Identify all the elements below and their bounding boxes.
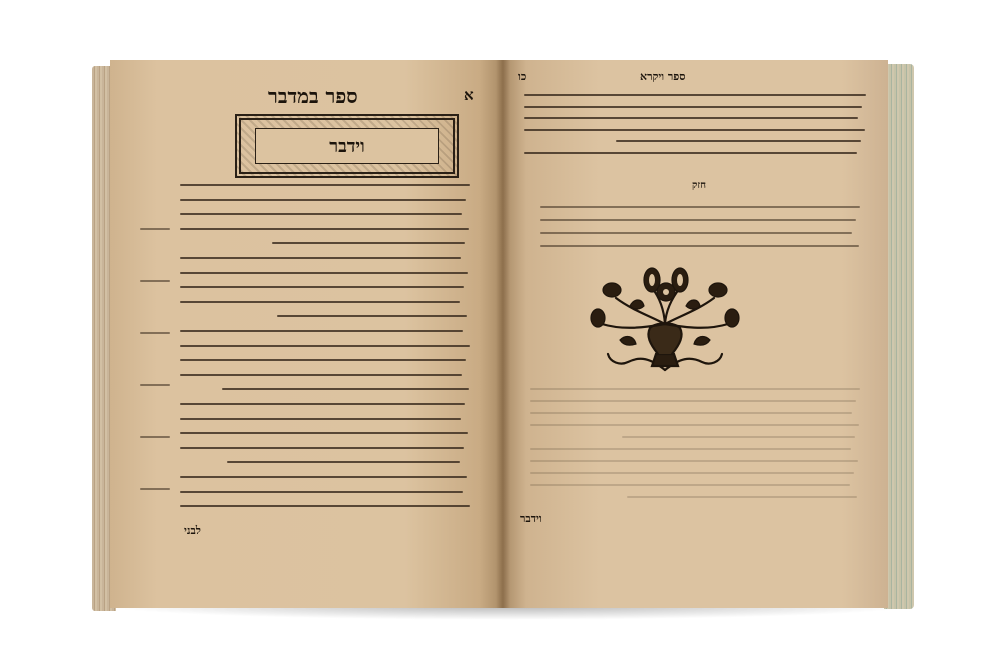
text-line <box>180 345 470 347</box>
book-gutter <box>496 60 510 608</box>
text-line <box>180 476 467 478</box>
text-line <box>540 245 859 247</box>
text-line <box>180 272 468 274</box>
margin-note-line <box>140 228 170 230</box>
text-line <box>524 117 858 119</box>
text-line <box>540 206 860 208</box>
right-page-number: כו <box>518 70 527 83</box>
text-line <box>180 330 463 332</box>
ornamental-frame <box>235 114 459 178</box>
text-line <box>180 184 470 186</box>
text-line <box>180 359 466 361</box>
text-line <box>180 286 464 288</box>
text-line <box>530 460 858 462</box>
right-colophon-label: חזק <box>692 180 707 191</box>
text-line <box>180 505 470 507</box>
text-line <box>530 388 860 390</box>
text-line <box>530 484 850 486</box>
left-footer-catchword: לבני <box>184 524 201 537</box>
right-running-header: ספר ויקרא <box>640 70 686 83</box>
text-line <box>180 374 462 376</box>
left-page-title: ספר במדבר <box>268 84 358 108</box>
margin-note-line <box>140 332 170 334</box>
text-line <box>180 447 464 449</box>
text-line <box>180 432 468 434</box>
floral-vase-ornament <box>580 258 750 376</box>
right-page-edges <box>884 64 914 609</box>
margin-note-line <box>140 488 170 490</box>
text-line <box>524 94 866 96</box>
text-line <box>180 228 469 230</box>
text-line <box>524 129 865 131</box>
text-line <box>530 400 856 402</box>
text-line <box>180 213 462 215</box>
text-line <box>540 232 852 234</box>
text-line <box>627 496 857 498</box>
text-line <box>540 219 856 221</box>
text-line <box>180 418 461 420</box>
right-footer-catchword: וידבר <box>520 512 542 525</box>
framed-heading: וידבר <box>255 128 439 164</box>
text-line <box>524 152 857 154</box>
text-line <box>530 448 851 450</box>
margin-note-line <box>140 436 170 438</box>
text-line <box>180 257 461 259</box>
text-line <box>530 472 854 474</box>
text-line <box>180 491 463 493</box>
text-line <box>180 199 466 201</box>
left-page-number: א <box>464 86 474 104</box>
margin-note-line <box>140 280 170 282</box>
margin-note-line <box>140 384 170 386</box>
text-line <box>616 140 861 142</box>
text-line <box>180 301 460 303</box>
text-line <box>180 403 465 405</box>
text-line <box>622 436 855 438</box>
text-line <box>524 106 862 108</box>
text-line <box>530 412 852 414</box>
text-line <box>530 424 859 426</box>
